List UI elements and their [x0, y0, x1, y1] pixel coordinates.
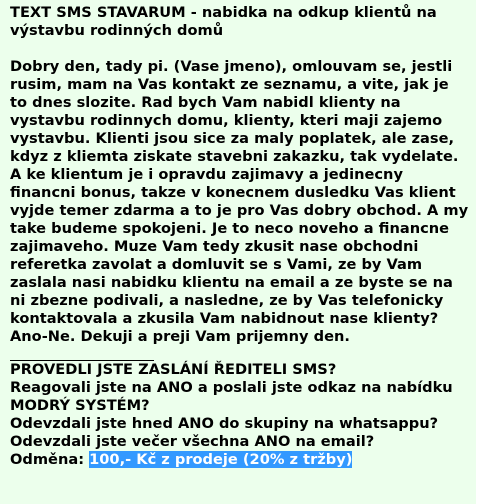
sms-body-text: Dobry den, tady pi. (Vase jmeno), omlouvam se, jestli rusim, mam na Vas kontakt ze seznamu, a vite, jak je to dnes slozite. Rad bych Vam nabidl klienty na vystavbu rodinnych domu, klienty, kteri maji zajemo vystavbu. Klienti jsou sice za maly poplatek, ale zase, kdyz z kliemta ziskate stavebni zakazku, tak vydelate. A ke klientum je i opravdu zajimavy a jedinecny financni bonus, takze v konecnem dusledku Vas klient vyjde temer zdarma a to je pro Vas dobry obchod. A my take budeme spokojeni. Je to neco noveho a financne zajimaveho. Muze Vam tedy zkusit nase obchodni referetka zavolat a domluvit se s Vami, ze by Vam zaslala nasi nabidku klientu na email a ze byste se na ni zbezne podivali, a nasledne, ze by Vas telefonicky kontaktovala a zkusila Vam nabidnout nase klienty? Ano-Ne. Dekuji a preji Vam prijemny den. [10, 58, 474, 345]
checklist-item-email: Odevzdali jste večer všechna ANO na email? [10, 433, 375, 450]
reward-value-selection[interactable]: 100,- Kč z prodeje (20% z tržby) [89, 451, 353, 468]
checklist-item-sms-sent: PROVEDLI JSTE ZASLÁNÍ ŘEDITELI SMS? [10, 361, 337, 378]
reward-label: Odměna: [10, 451, 85, 468]
checklist-item-reply-link: Reagovali jste na ANO a poslali jste odkaz na nabídku MODRÝ SYSTÉM? [10, 379, 458, 414]
reward-row [10, 451, 470, 469]
document-title: TEXT SMS STAVARUM - nabidka na odkup klientů na výstavbu rodinných domů [10, 4, 442, 39]
checklist-item-whatsapp: Odevzdali jste hned ANO do skupiny na whatsappu? [10, 415, 439, 432]
